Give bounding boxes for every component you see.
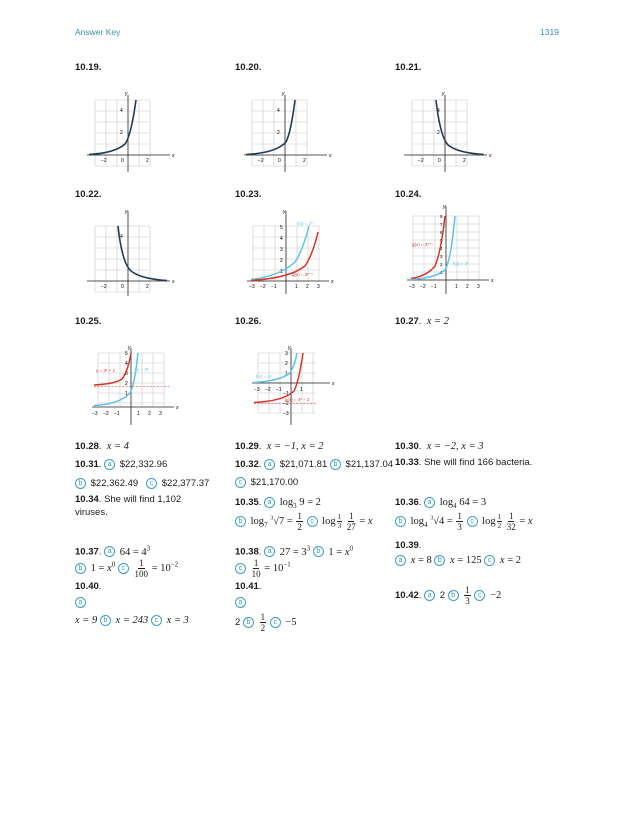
svg-text:x: x	[331, 279, 334, 285]
svg-text:2: 2	[466, 284, 469, 290]
svg-text:2: 2	[120, 130, 123, 136]
problem-label: 10.25.	[75, 316, 102, 327]
answer-10-34: 10.34. She will find 1,102 viruses.	[75, 494, 182, 518]
svg-text:3: 3	[317, 284, 320, 290]
answer-10-40-values: x = 9 b x = 243 c x = 3	[75, 615, 189, 626]
svg-text:8: 8	[440, 214, 443, 219]
graph-10-19	[85, 92, 180, 174]
svg-text:x: x	[176, 405, 179, 411]
svg-text:x: x	[491, 278, 494, 284]
graph-10-22	[85, 208, 180, 296]
svg-text:x: x	[332, 381, 335, 387]
label-y-3x: y = 3ˣ	[137, 367, 149, 372]
svg-text:2: 2	[148, 411, 151, 417]
svg-text:1: 1	[295, 284, 298, 290]
svg-text:3: 3	[125, 371, 128, 377]
svg-text:−1: −1	[271, 284, 277, 290]
svg-text:−2: −2	[283, 401, 289, 407]
problem-label: 10.24.	[395, 189, 422, 200]
answer-10-37-bc: b $1 = x^0$ c $\frac{1}{100}$ = $10^{-2}$	[75, 558, 178, 579]
svg-text:−1: −1	[276, 387, 282, 393]
svg-text:y: y	[282, 92, 285, 97]
svg-text:−3: −3	[254, 387, 260, 393]
svg-text:−1: −1	[283, 391, 289, 397]
svg-text:−2: −2	[260, 284, 266, 290]
svg-text:−2: −2	[101, 284, 107, 290]
svg-text:1: 1	[300, 387, 303, 393]
svg-text:4: 4	[120, 234, 123, 240]
svg-text:1: 1	[125, 391, 128, 397]
answer-10-27: 10.27. x = 2	[395, 316, 449, 327]
label-g-2x-1: g(x) = 2ˣ⁻¹	[292, 272, 313, 277]
answer-10-30: 10.30. x = −2, x = 3	[395, 441, 484, 452]
answer-10-35: 10.35. a $\log_3 9 = 2$	[235, 497, 321, 511]
answer-10-36: 10.36. a $\log_4 64 = 3$	[395, 497, 487, 511]
answer-10-40: 10.40.	[75, 581, 102, 592]
svg-text:y: y	[125, 209, 128, 215]
answer-10-37: 10.37. a $64 = 4^3$	[75, 544, 151, 558]
svg-text:1: 1	[137, 411, 140, 417]
answer-10-28: 10.28. x = 4	[75, 441, 129, 452]
svg-text:0: 0	[121, 158, 124, 164]
svg-text:2: 2	[280, 258, 283, 264]
svg-text:2: 2	[440, 262, 443, 267]
svg-text:y: y	[283, 209, 286, 215]
graph-10-25	[90, 345, 185, 427]
svg-text:x: x	[172, 279, 175, 285]
answer-10-31-bc: b $22,362.49 c $22,377.37	[75, 477, 209, 490]
graph-10-26	[250, 345, 345, 427]
svg-text:5: 5	[125, 351, 128, 357]
svg-text:0: 0	[438, 158, 441, 164]
svg-text:2: 2	[146, 158, 149, 164]
svg-text:y: y	[442, 92, 445, 97]
svg-text:−2: −2	[420, 284, 426, 290]
answer-10-32: 10.32. a $21,071.81 b $21,137.04	[235, 459, 394, 470]
svg-text:2: 2	[303, 158, 306, 164]
answer-10-38-c: c $\frac{1}{10}$ = $10^{-1}$	[235, 558, 291, 579]
answer-10-39-abc: a x = 8 b x = 125 c x = 2	[395, 554, 521, 567]
svg-text:3: 3	[280, 247, 283, 253]
answer-10-36-bc: b $\log_4 ^3√4$ = $\frac{1}{3}$ c log $\frac{1}{2}$ $\frac{1}{32}$ = x	[395, 511, 533, 532]
svg-text:4: 4	[125, 361, 128, 367]
graph-10-20	[242, 92, 337, 174]
answer-10-41-a-mark: a	[235, 596, 248, 609]
svg-text:3: 3	[477, 284, 480, 290]
problem-label: 10.20.	[235, 62, 262, 73]
svg-text:−2: −2	[101, 158, 107, 164]
label-f-4x: f(x) = 4ˣ	[256, 374, 272, 379]
svg-text:−1: −1	[431, 284, 437, 290]
svg-text:4: 4	[437, 108, 440, 114]
answer-10-41: 10.41.	[235, 581, 262, 592]
svg-text:1: 1	[440, 270, 443, 275]
answer-10-42: 10.42. a 2 b $\frac{1}{3}$ c −2	[395, 585, 502, 606]
svg-text:1: 1	[280, 269, 283, 275]
svg-text:4: 4	[277, 108, 280, 114]
svg-text:2: 2	[277, 130, 280, 136]
svg-text:−3: −3	[92, 411, 98, 417]
svg-text:2: 2	[463, 158, 466, 164]
label-y-3x2: y = 3ˣ + 2	[96, 368, 115, 373]
problem-label: 10.26.	[235, 316, 262, 327]
svg-text:6: 6	[440, 230, 443, 235]
graph-10-21	[402, 92, 497, 174]
svg-text:2: 2	[437, 130, 440, 136]
page-number: 1319	[540, 27, 559, 37]
svg-text:4: 4	[280, 236, 283, 242]
svg-text:1: 1	[455, 284, 458, 290]
svg-text:1: 1	[285, 371, 288, 377]
svg-text:y: y	[288, 345, 291, 351]
section-title: Answer Key	[75, 27, 121, 37]
svg-text:−2: −2	[418, 158, 424, 164]
svg-text:−3: −3	[249, 284, 255, 290]
answer-10-35-bc: b $\log_7 ^3√7$ = $\frac{1}{2}$ c log $\frac{1}{3}$ $\frac{1}{27}$ = x	[235, 511, 373, 532]
graph-10-24	[405, 204, 500, 296]
svg-text:−2: −2	[258, 158, 264, 164]
svg-text:x: x	[172, 153, 175, 159]
answer-10-40-a-mark: a	[75, 596, 88, 609]
svg-text:0: 0	[121, 284, 124, 290]
svg-text:2: 2	[285, 361, 288, 367]
svg-text:3: 3	[285, 351, 288, 357]
svg-text:3: 3	[159, 411, 162, 417]
svg-text:4: 4	[440, 246, 443, 251]
problem-label: 10.19.	[75, 62, 102, 73]
svg-text:5: 5	[440, 238, 443, 243]
svg-text:0: 0	[278, 158, 281, 164]
problem-label: 10.22.	[75, 189, 102, 200]
svg-text:−3: −3	[409, 284, 415, 290]
svg-text:2: 2	[306, 284, 309, 290]
svg-text:7: 7	[440, 222, 443, 227]
problem-label: 10.21.	[395, 62, 422, 73]
svg-text:5: 5	[280, 225, 283, 231]
svg-text:x: x	[329, 153, 332, 159]
svg-text:3: 3	[440, 254, 443, 259]
graph-10-23	[245, 208, 340, 296]
svg-text:2: 2	[146, 284, 149, 290]
answer-10-33: 10.33. She will find 166 bacteria.	[395, 457, 533, 468]
answer-10-41-values: 2 b $\frac{1}{2}$ c −5	[235, 612, 297, 633]
svg-text:2: 2	[125, 381, 128, 387]
problem-label: 10.23.	[235, 189, 262, 200]
answer-10-38: 10.38. a $27 = 3^3$ b $1 = x^0$	[235, 544, 353, 558]
svg-text:4: 4	[120, 108, 123, 114]
svg-text:−3: −3	[283, 411, 289, 417]
svg-text:y: y	[128, 345, 131, 351]
svg-text:x: x	[489, 153, 492, 159]
svg-text:−2: −2	[103, 411, 109, 417]
answer-10-32-c: c $21,170.00	[235, 476, 298, 489]
label-f-3x: f(x) = 3ˣ	[453, 261, 469, 266]
svg-text:y: y	[443, 204, 446, 210]
svg-text:−2: −2	[265, 387, 271, 393]
svg-text:y: y	[125, 92, 128, 97]
answer-10-29: 10.29. x = −1, x = 2	[235, 441, 324, 452]
label-g-3x1: g(x) = 3ˣ⁺¹	[412, 242, 433, 247]
svg-text:−1: −1	[114, 411, 120, 417]
label-f-2x: f(x) = 2ˣ	[297, 221, 313, 226]
label-g-4x2: g(x) = 4ˣ − 2	[285, 397, 310, 402]
answer-10-39: 10.39.	[395, 540, 422, 551]
answer-10-31: 10.31. a $22,332.96	[75, 459, 168, 470]
